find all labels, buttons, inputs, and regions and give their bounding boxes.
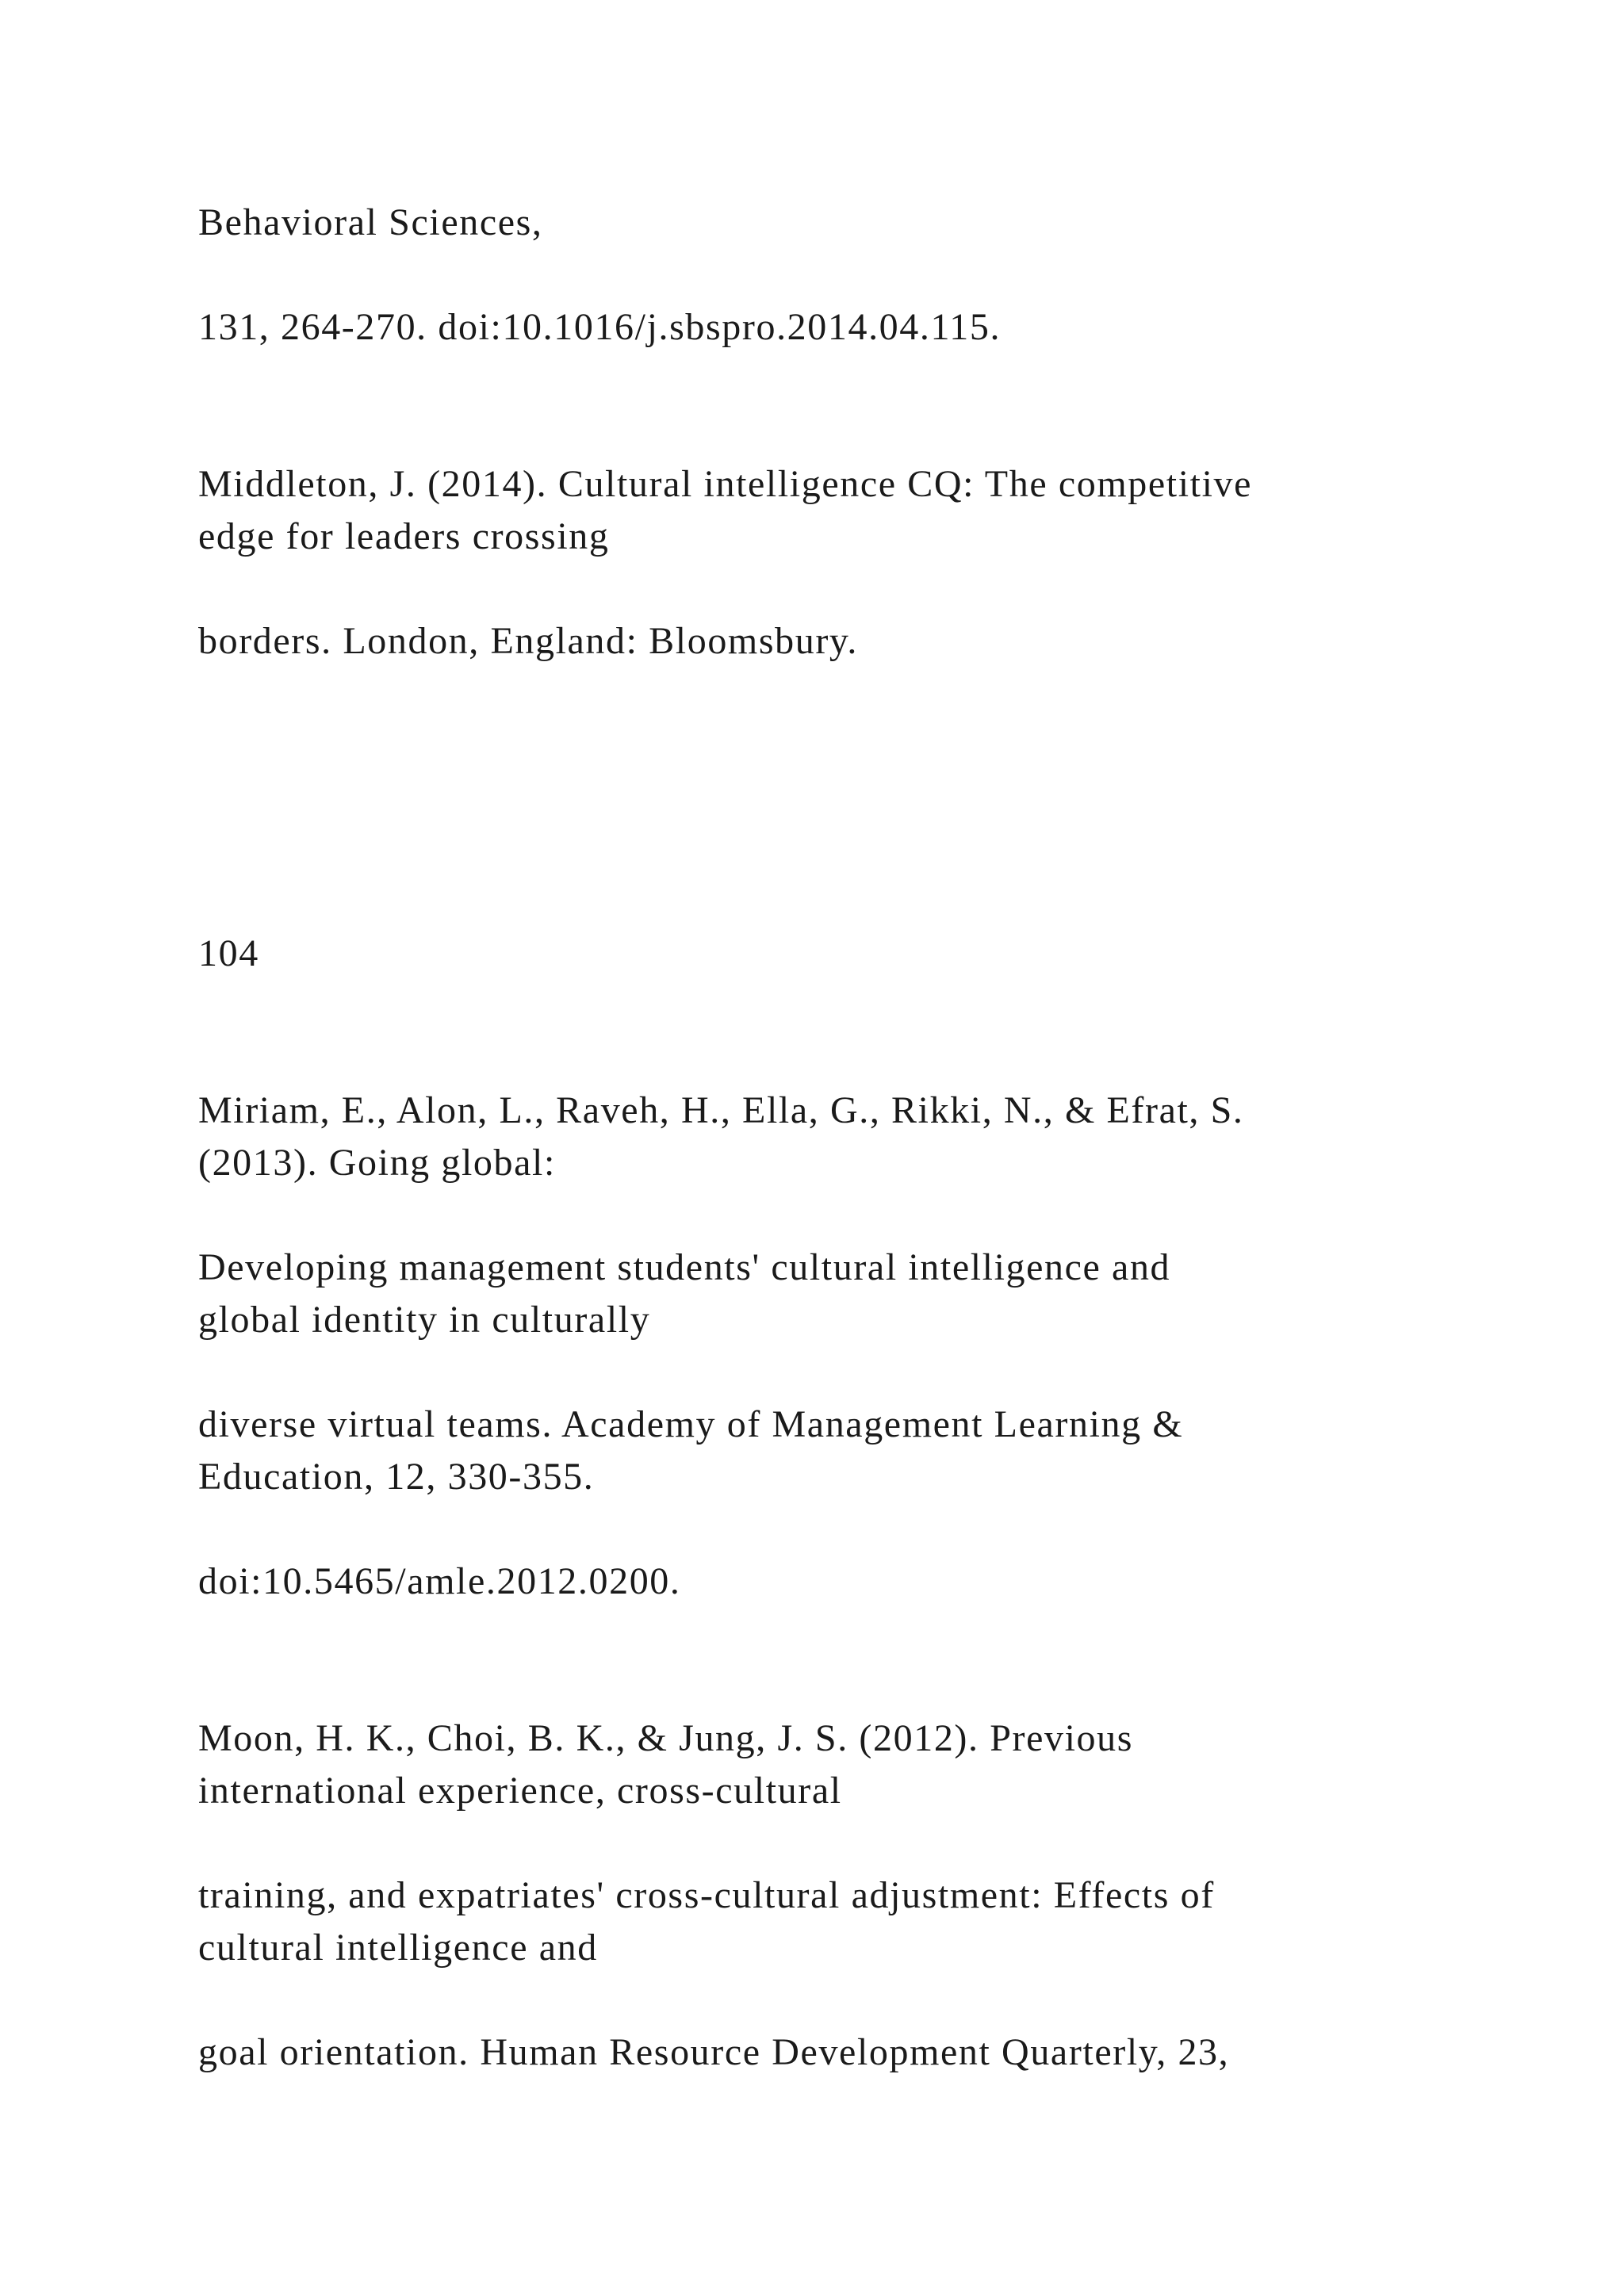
reference-line: goal orientation. Human Resource Development Quarterly, 23,: [198, 2031, 1230, 2073]
reference-line: Miriam, E., Alon, L., Raveh, H., Ella, G., Rikki, N., & Efrat, S.: [198, 1089, 1244, 1131]
reference-line: doi:10.5465/amle.2012.0200.: [198, 1560, 681, 1602]
reference-line: global identity in culturally: [198, 1299, 651, 1341]
reference-line: diverse virtual teams. Academy of Management Learning &: [198, 1403, 1184, 1445]
reference-line: cultural intelligence and: [198, 1927, 598, 1969]
reference-line: Education, 12, 330-355.: [198, 1456, 595, 1498]
reference-line: Behavioral Sciences,: [198, 201, 543, 243]
reference-line: edge for leaders crossing: [198, 515, 610, 557]
reference-line: training, and expatriates' cross-cultural adjustment: Effects of: [198, 1874, 1215, 1916]
reference-line: (2013). Going global:: [198, 1142, 556, 1184]
reference-line: Developing management students' cultural intelligence and: [198, 1246, 1171, 1288]
reference-line: Moon, H. K., Choi, B. K., & Jung, J. S. (2012). Previous: [198, 1717, 1133, 1759]
page-number: 104: [198, 932, 259, 974]
reference-line: international experience, cross-cultural: [198, 1770, 842, 1812]
reference-line: Middleton, J. (2014). Cultural intelligence CQ: The competitive: [198, 463, 1253, 505]
reference-line: borders. London, England: Bloomsbury.: [198, 620, 859, 662]
reference-line: 131, 264-270. doi:10.1016/j.sbspro.2014.04.115.: [198, 306, 1002, 348]
